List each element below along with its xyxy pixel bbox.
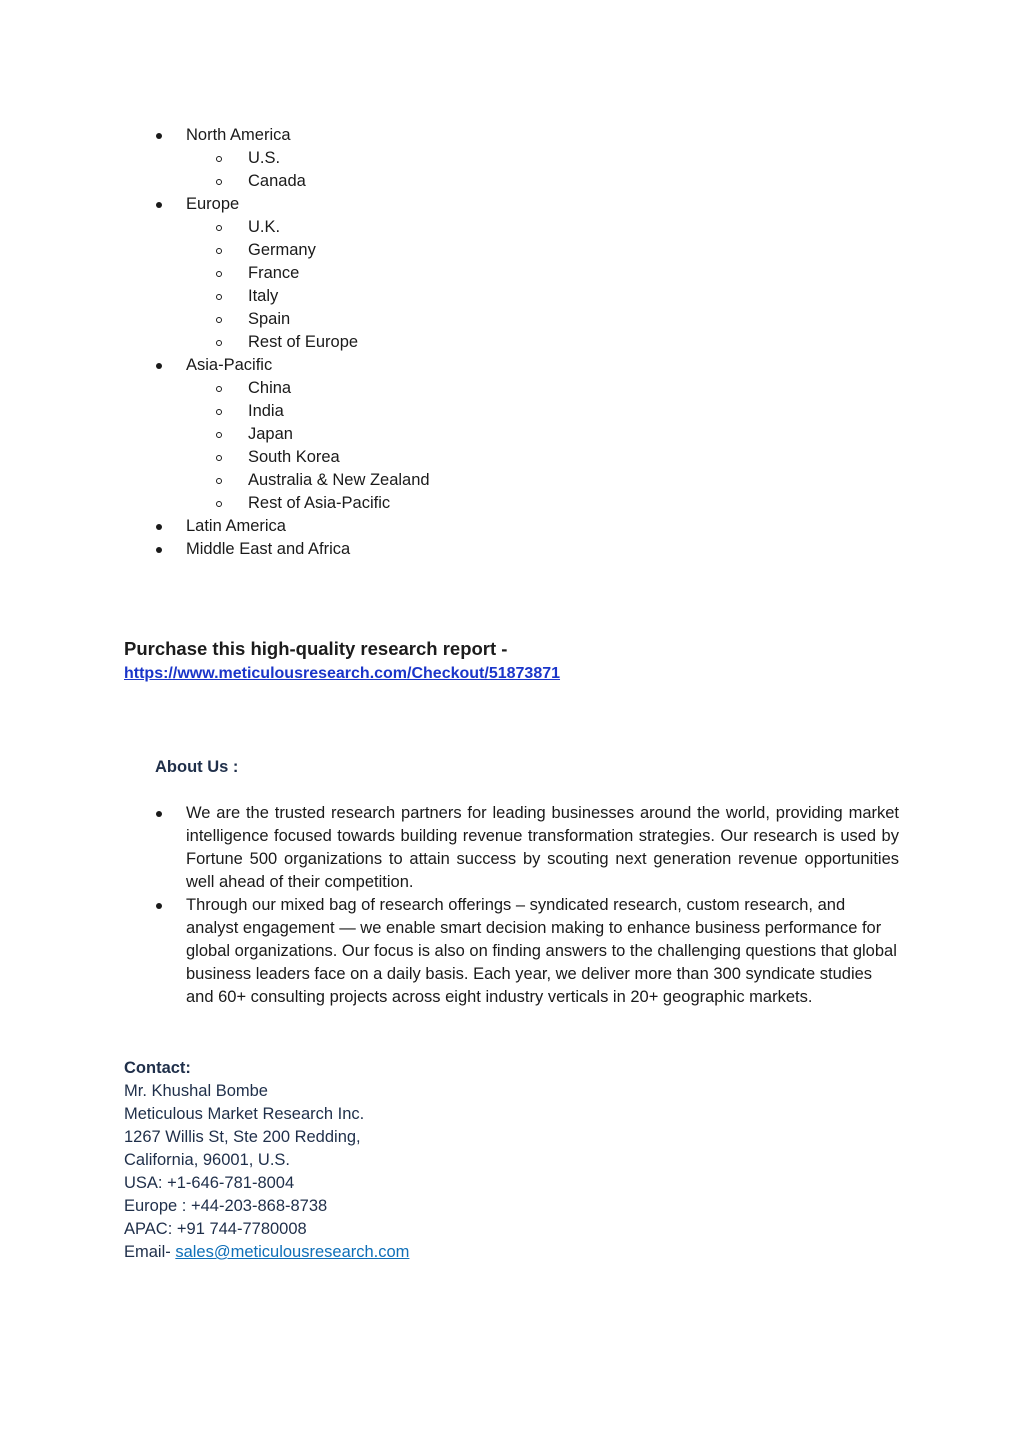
country-label: India (248, 402, 284, 420)
country-item (0, 239, 1023, 262)
region-item (0, 124, 1023, 147)
region-label: Latin America (186, 517, 286, 535)
country-label: Spain (248, 310, 291, 328)
circle-bullet-icon (216, 340, 222, 346)
country-item (0, 331, 1023, 354)
circle-bullet-icon (216, 501, 222, 507)
contact-address-line: 1267 Willis St, Ste 200 Redding, (124, 1128, 361, 1146)
circle-bullet-icon (216, 386, 222, 392)
country-item (0, 216, 1023, 239)
bullet-icon (156, 547, 162, 553)
region-item (0, 193, 1023, 216)
contact-phone-usa: USA: +1-646-781-8004 (124, 1174, 295, 1192)
country-item (0, 492, 1023, 515)
circle-bullet-icon (216, 317, 222, 323)
country-label: Rest of Europe (248, 333, 359, 351)
region-item (0, 538, 1023, 561)
country-label: Italy (248, 287, 279, 305)
circle-bullet-icon (216, 478, 222, 484)
circle-bullet-icon (216, 432, 222, 438)
country-label: Australia & New Zealand (248, 471, 430, 489)
contact-company: Meticulous Market Research Inc. (124, 1105, 365, 1123)
circle-bullet-icon (216, 455, 222, 461)
contact-email-line (124, 1241, 409, 1264)
contact-address-line: California, 96001, U.S. (124, 1151, 291, 1169)
region-label: Europe (186, 195, 240, 213)
circle-bullet-icon (216, 225, 222, 231)
country-item (0, 400, 1023, 423)
country-label: Germany (248, 241, 316, 259)
circle-bullet-icon (216, 294, 222, 300)
purchase-link[interactable]: https://www.meticulousresearch.com/Checkout/51873871 (124, 665, 561, 682)
bullet-icon (156, 811, 162, 817)
country-label: Canada (248, 172, 306, 190)
country-label: Japan (248, 425, 293, 443)
country-item (0, 170, 1023, 193)
country-label: Rest of Asia-Pacific (248, 494, 391, 512)
country-item (0, 147, 1023, 170)
circle-bullet-icon (216, 248, 222, 254)
bullet-icon (156, 202, 162, 208)
circle-bullet-icon (216, 179, 222, 185)
region-item (0, 354, 1023, 377)
contact-name: Mr. Khushal Bombe (124, 1082, 268, 1100)
country-item (0, 308, 1023, 331)
about-paragraph: We are the trusted research partners for leading businesses around the world, providing market intelligence focused towards building revenue transformation strategies. Our research is used by Fortune 500 organizations to attain success by scouting next generation revenue opportunities well ahead of their competition. (186, 804, 899, 891)
country-item (0, 285, 1023, 308)
country-label: France (248, 264, 300, 282)
country-label: South Korea (248, 448, 340, 466)
country-item (0, 262, 1023, 285)
contact-block (124, 1057, 409, 1264)
region-label: North America (186, 126, 291, 144)
about-item (0, 894, 1023, 1009)
about-paragraph: Through our mixed bag of research offerings – syndicated research, custom research, and analyst engagement — we enable smart decision making to enhance business performance for global organizations. Our focus is also on finding answers to the challenging questions that global business leaders face on a daily basis. Each year, we deliver more than 300 syndicate studies and 60+ consulting projects across eight industry verticals in 20+ geographic markets. (186, 896, 897, 1006)
bullet-icon (156, 903, 162, 909)
region-item (0, 515, 1023, 538)
country-label: U.K. (248, 218, 281, 236)
about-item (0, 802, 1023, 894)
purchase-heading: Purchase this high-quality research report - (124, 638, 508, 659)
country-item (0, 423, 1023, 446)
about-list (0, 802, 1023, 1009)
country-item (0, 469, 1023, 492)
country-item (0, 377, 1023, 400)
bullet-icon (156, 524, 162, 530)
about-heading: About Us : (155, 758, 239, 776)
contact-phone-europe: Europe : +44-203-868-8738 (124, 1197, 328, 1215)
region-label: Asia-Pacific (186, 356, 273, 374)
contact-phone-apac: APAC: +91 744-7780008 (124, 1220, 307, 1238)
email-prefix: Email- (124, 1243, 176, 1261)
region-label: Middle East and Africa (186, 540, 351, 558)
contact-heading: Contact: (124, 1059, 191, 1077)
bullet-icon (156, 363, 162, 369)
region-list (0, 124, 1023, 561)
country-label: China (248, 379, 292, 397)
bullet-icon (156, 133, 162, 139)
circle-bullet-icon (216, 271, 222, 277)
circle-bullet-icon (216, 156, 222, 162)
email-link[interactable]: sales@meticulousresearch.com (175, 1243, 410, 1261)
circle-bullet-icon (216, 409, 222, 415)
country-label: U.S. (248, 149, 281, 167)
country-item (0, 446, 1023, 469)
